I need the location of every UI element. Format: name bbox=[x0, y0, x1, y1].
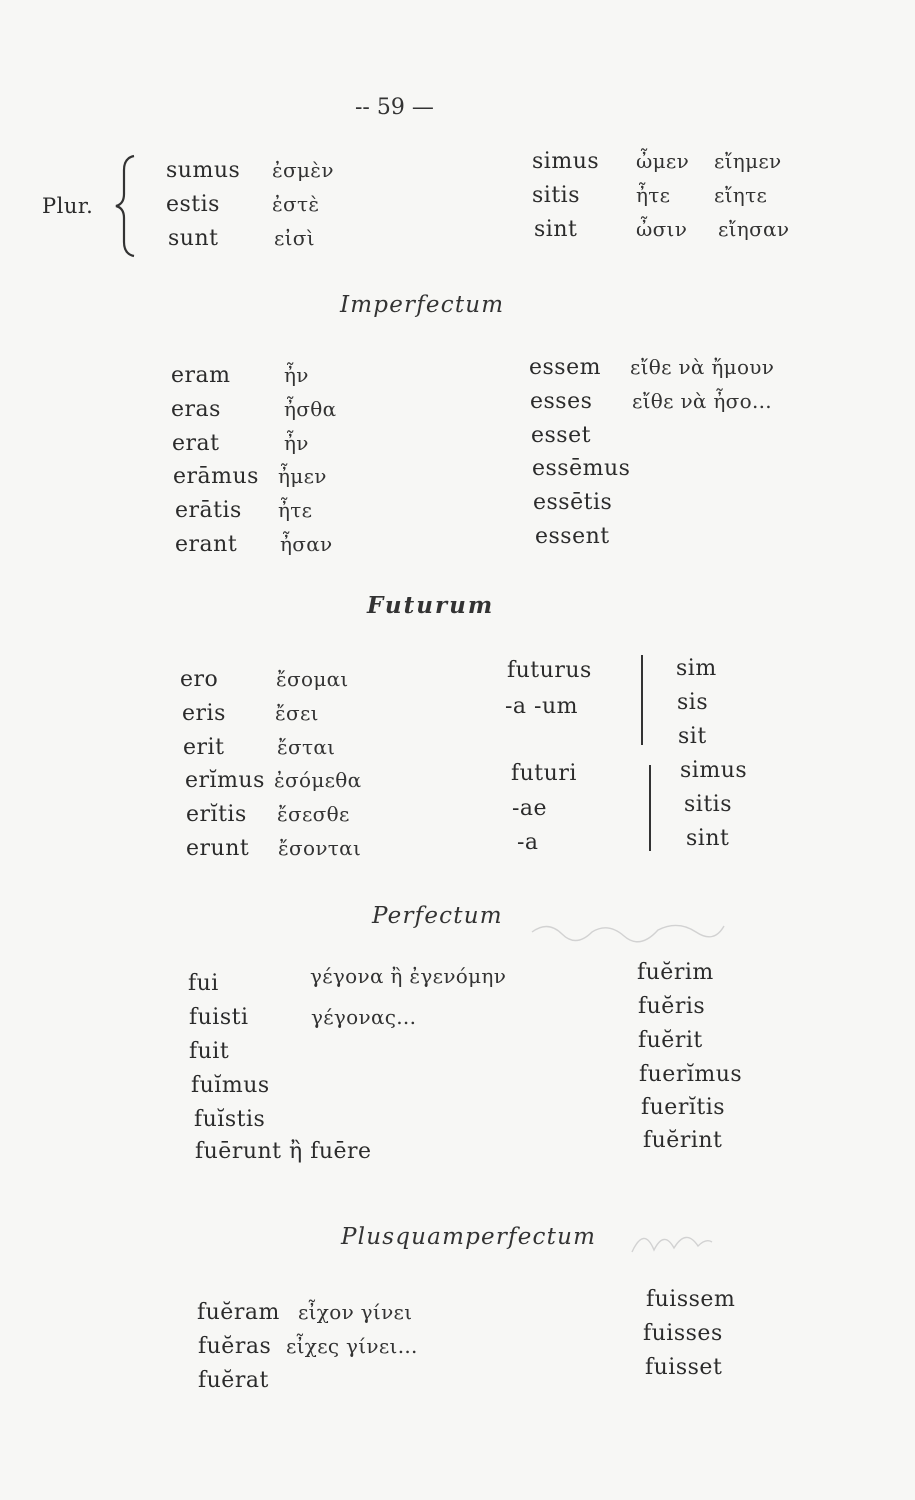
left-brace bbox=[112, 150, 142, 260]
latin-word: esset bbox=[531, 423, 591, 448]
section-heading-perfectum: Perfectum bbox=[372, 903, 503, 929]
page-number: -- 59 — bbox=[355, 95, 434, 120]
latin-word: fuisses bbox=[643, 1321, 723, 1346]
latin-word: sunt bbox=[168, 226, 219, 251]
participle-form: futuri bbox=[511, 761, 577, 786]
greek-word: ἦμεν bbox=[278, 464, 327, 488]
latin-word: sitis bbox=[684, 792, 732, 817]
greek-word: γέγονας... bbox=[311, 1005, 417, 1029]
latin-word: fuĭstis bbox=[194, 1107, 266, 1132]
latin-word: essētis bbox=[533, 490, 613, 515]
latin-word: essem bbox=[529, 355, 601, 380]
latin-word: fuit bbox=[189, 1039, 230, 1064]
greek-word: εἶχον γίνει bbox=[298, 1300, 413, 1324]
latin-word: sit bbox=[678, 724, 707, 749]
greek-word: εἴησαν bbox=[718, 217, 790, 241]
latin-word: simus bbox=[680, 758, 748, 783]
greek-word: εἶχες γίνει... bbox=[286, 1334, 418, 1358]
latin-word: erāmus bbox=[173, 464, 259, 489]
greek-word: ἦτε bbox=[278, 498, 313, 522]
latin-word: erĭmus bbox=[185, 768, 265, 793]
greek-word: εἴθε νὰ ἤμουν bbox=[630, 355, 775, 379]
latin-word: ero bbox=[180, 667, 219, 692]
greek-word: ἐσμὲν bbox=[272, 158, 334, 182]
greek-word: ἦν bbox=[284, 431, 309, 455]
divider-bar bbox=[649, 765, 651, 851]
latin-word: sis bbox=[677, 690, 709, 715]
latin-word: sint bbox=[686, 826, 730, 851]
plural-label: Plur. bbox=[42, 194, 94, 218]
greek-word: ἔσται bbox=[277, 735, 336, 759]
section-heading-plusquamperfectum: Plusquamperfectum bbox=[341, 1224, 597, 1250]
greek-word: ἦν bbox=[284, 363, 309, 387]
latin-word: fuĕrat bbox=[198, 1368, 269, 1393]
latin-word: sim bbox=[676, 656, 717, 681]
latin-word: fuĕrim bbox=[637, 960, 714, 985]
latin-word: essēmus bbox=[532, 456, 631, 481]
latin-word: fuĕrint bbox=[643, 1128, 723, 1153]
greek-word: εἴθε νὰ ἦσο... bbox=[632, 389, 772, 413]
latin-word: fuisset bbox=[645, 1355, 723, 1380]
latin-word: sitis bbox=[532, 183, 580, 208]
latin-word: fuĭmus bbox=[191, 1073, 270, 1098]
greek-word: ὦμεν bbox=[636, 149, 690, 173]
latin-word: erĭtis bbox=[186, 802, 247, 827]
participle-form: -a bbox=[517, 830, 539, 855]
latin-word: fuĕrit bbox=[638, 1028, 703, 1053]
latin-word: sumus bbox=[166, 158, 241, 183]
latin-word: sint bbox=[534, 217, 578, 242]
greek-word: εἴητε bbox=[714, 183, 768, 207]
latin-word: esses bbox=[530, 389, 593, 414]
pencil-scribble bbox=[626, 1222, 716, 1262]
latin-word: simus bbox=[532, 149, 600, 174]
latin-word: fuissem bbox=[646, 1287, 736, 1312]
greek-word: ἔσεσθε bbox=[277, 802, 350, 826]
participle-form: -a -um bbox=[505, 694, 579, 719]
greek-word: ἐσόμεθα bbox=[274, 768, 362, 792]
greek-word: ἦτε bbox=[636, 183, 671, 207]
section-heading-imperfectum: Imperfectum bbox=[340, 292, 505, 318]
greek-word: ἔσομαι bbox=[276, 667, 349, 691]
greek-word: εἰσὶ bbox=[274, 226, 315, 250]
latin-word: eram bbox=[171, 363, 231, 388]
latin-word: fuērunt ἢ fuēre bbox=[195, 1139, 372, 1164]
participle-form: -ae bbox=[512, 796, 548, 821]
section-heading-futurum: Futurum bbox=[367, 592, 495, 619]
latin-word: erat bbox=[172, 431, 220, 456]
greek-word: ἦσθα bbox=[284, 397, 337, 421]
latin-word: fuĕram bbox=[197, 1300, 280, 1325]
latin-word: fuĕris bbox=[638, 994, 706, 1019]
pencil-scribble bbox=[528, 910, 728, 950]
greek-word: γέγονα ἢ ἐγενόμην bbox=[310, 964, 507, 988]
latin-word: estis bbox=[166, 192, 220, 217]
latin-word: erit bbox=[183, 735, 225, 760]
latin-word: eris bbox=[182, 701, 226, 726]
greek-word: ἦσαν bbox=[280, 532, 333, 556]
greek-word: εἴημεν bbox=[714, 149, 782, 173]
latin-word: fui bbox=[188, 971, 219, 996]
latin-word: erant bbox=[175, 532, 238, 557]
divider-bar bbox=[641, 655, 643, 745]
latin-word: fuerĭtis bbox=[641, 1095, 726, 1120]
greek-word: ἐστὲ bbox=[272, 192, 320, 216]
latin-word: erātis bbox=[175, 498, 242, 523]
greek-word: ἔσει bbox=[275, 701, 319, 725]
greek-word: ὦσιν bbox=[636, 217, 688, 241]
latin-word: eras bbox=[171, 397, 221, 422]
greek-word: ἔσονται bbox=[278, 836, 362, 860]
participle-form: futurus bbox=[507, 658, 592, 683]
latin-word: essent bbox=[535, 524, 610, 549]
latin-word: erunt bbox=[186, 836, 250, 861]
latin-word: fuĕras bbox=[198, 1334, 272, 1359]
latin-word: fuerĭmus bbox=[639, 1062, 743, 1087]
latin-word: fuisti bbox=[189, 1005, 249, 1030]
